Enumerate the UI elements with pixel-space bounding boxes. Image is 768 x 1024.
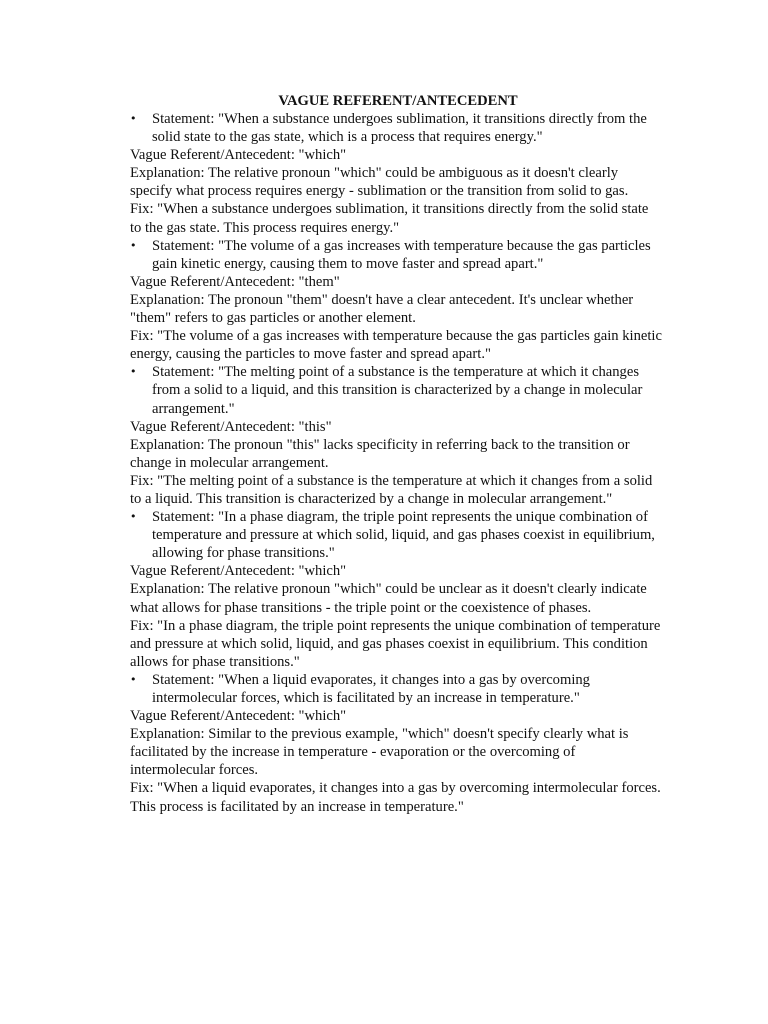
statement-item	[130, 671, 662, 707]
referent-line: Vague Referent/Antecedent: "which"	[130, 147, 347, 164]
statement-item	[130, 237, 662, 273]
fix-paragraph: Fix: "When a liquid evaporates, it changes into a gas by overcoming intermolecular forces. This process is facilitated by an increase in temperature."	[130, 780, 661, 815]
statement-text: Statement: "The volume of a gas increases with temperature because the gas particles gain kinetic energy, causing them to move faster and spread apart."	[152, 237, 651, 272]
referent-line: Vague Referent/Antecedent: "this"	[130, 418, 332, 435]
statement-item	[130, 363, 662, 417]
example-block-5	[130, 671, 662, 816]
referent-line: Vague Referent/Antecedent: "which"	[130, 563, 347, 580]
bullet-icon: •	[130, 365, 137, 379]
statement-text: Statement: "When a substance undergoes sublimation, it transitions directly from the solid state to the gas state, which is a process that requires energy."	[152, 111, 647, 146]
example-block-2	[130, 237, 662, 364]
bullet-icon: •	[130, 238, 137, 252]
explanation-paragraph: Explanation: Similar to the previous example, "which" doesn't specify clearly what is facilitated by the increase in temperature - evaporation or the overcoming of intermolecular forces.	[130, 726, 629, 779]
statement-text: Statement: "The melting point of a substance is the temperature at which it changes from a solid to a liquid, and this transition is characterized by a change in molecular arrangement."	[152, 364, 643, 417]
statement-text: Statement: "When a liquid evaporates, it changes into a gas by overcoming intermolecular forces, which is facilitated by an increase in temperature."	[152, 671, 590, 706]
example-block-3	[130, 363, 662, 508]
fix-paragraph: Fix: "The volume of a gas increases with temperature because the gas particles gain kinetic energy, causing the particles to move faster and spread apart."	[130, 328, 662, 363]
statement-text: Statement: "In a phase diagram, the triple point represents the unique combination of temperature and pressure at which solid, liquid, and gas phases coexist in equilibrium, allowing for phase transitions."	[152, 509, 655, 562]
example-block-4	[130, 508, 662, 671]
document-body	[130, 92, 662, 816]
explanation-paragraph: Explanation: The relative pronoun "which" could be ambiguous as it doesn't clearly specify what process requires energy - sublimation or the transition from solid to gas.	[130, 165, 629, 200]
statement-item	[130, 110, 662, 146]
referent-line: Vague Referent/Antecedent: "them"	[130, 273, 340, 290]
bullet-icon: •	[130, 112, 137, 125]
explanation-paragraph: Explanation: The pronoun "this" lacks specificity in referring back to the transition or change in molecular arrangement.	[130, 436, 630, 471]
statement-item	[130, 508, 662, 562]
explanation-paragraph: Explanation: The pronoun "them" doesn't have a clear antecedent. It's unclear whether "them" refers to gas particles or another element.	[130, 291, 634, 327]
bullet-icon: •	[130, 510, 137, 524]
explanation-paragraph: Explanation: The relative pronoun "which" could be unclear as it doesn't clearly indicate what allows for phase transitions - the triple point or the coexistence of phases.	[130, 581, 647, 616]
example-block-1	[130, 110, 662, 237]
referent-line: Vague Referent/Antecedent: "which"	[130, 708, 347, 725]
fix-paragraph: Fix: "The melting point of a substance is the temperature at which it changes from a solid to a liquid. This transition is characterized by a change in molecular arrangement."	[130, 472, 653, 507]
document-title: VAGUE REFERENT/ANTECEDENT	[278, 93, 518, 109]
bullet-icon: •	[130, 672, 137, 686]
fix-paragraph: Fix: "In a phase diagram, the triple point represents the unique combination of temperature and pressure at which solid, liquid, and gas phases coexist in equilibrium. This condition allows for phase transitions."	[130, 617, 661, 670]
fix-paragraph: Fix: "When a substance undergoes sublimation, it transitions directly from the solid state to the gas state. This process requires energy."	[130, 201, 649, 236]
